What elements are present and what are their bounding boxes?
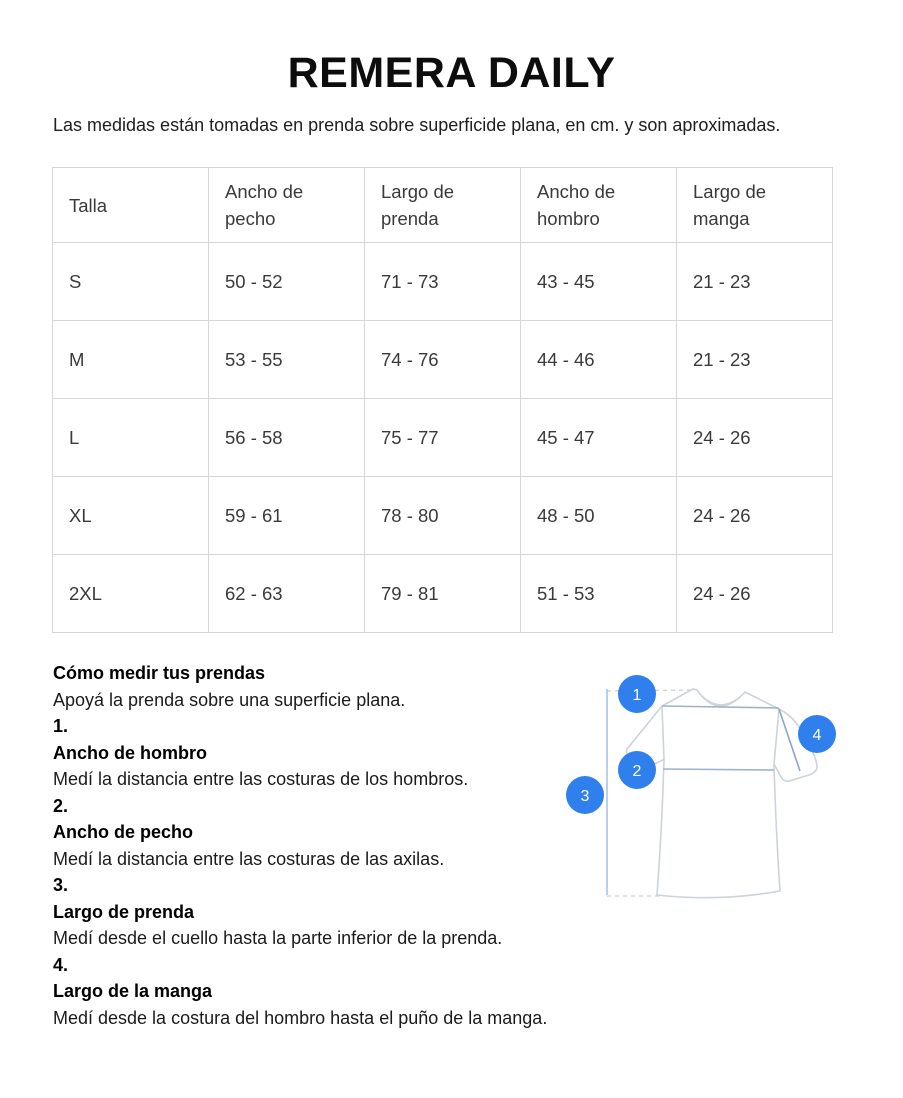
cell-value: 21 - 23 [677, 321, 833, 399]
size-label: 2XL [53, 555, 209, 633]
step-1-title: Ancho de hombro [53, 742, 207, 763]
cell-value: 45 - 47 [521, 399, 677, 477]
cell-value: 48 - 50 [521, 477, 677, 555]
cell-value: 24 - 26 [677, 555, 833, 633]
size-label: L [53, 399, 209, 477]
column-header-talla: Talla [53, 168, 209, 243]
cell-value: 74 - 76 [365, 321, 521, 399]
instructions-heading: Cómo medir tus prendas [53, 663, 266, 683]
step-3-title: Largo de prenda [53, 901, 195, 922]
cell-value: 24 - 26 [677, 399, 833, 477]
cell-value: 50 - 52 [209, 243, 365, 321]
measuring-instructions [53, 660, 573, 1031]
marker-3 [566, 776, 604, 814]
size-table [52, 167, 833, 633]
size-label: M [53, 321, 209, 399]
cell-value: 24 - 26 [677, 477, 833, 555]
step-1-number: 1. [53, 716, 69, 736]
table-row-s [53, 243, 833, 321]
step-2-title: Ancho de pecho [53, 822, 194, 842]
cell-value: 71 - 73 [365, 243, 521, 321]
table-row-m [53, 321, 833, 399]
column-header-ancho-hombro: Ancho de hombro [521, 168, 677, 243]
marker-3-label: 3 [580, 788, 590, 805]
size-table-container [52, 167, 851, 633]
marker-1-label: 1 [632, 687, 642, 704]
marker-2-label: 2 [632, 763, 642, 780]
step-4-description: Medí desde la costura del hombro hasta el puño de la manga. [53, 1007, 548, 1028]
cell-value: 62 - 63 [209, 555, 365, 633]
chest-measure-line [663, 769, 774, 770]
cell-value: 53 - 55 [209, 321, 365, 399]
cell-value: 59 - 61 [209, 477, 365, 555]
cell-value: 43 - 45 [521, 243, 677, 321]
step-2-description: Medí la distancia entre las costuras de las axilas. [53, 848, 445, 869]
step-4-title: Largo de la manga [53, 981, 213, 1001]
table-row-l [53, 399, 833, 477]
step-1-description: Medí la distancia entre las costuras de los hombros. [53, 769, 469, 789]
marker-4-label: 4 [812, 727, 822, 744]
column-header-ancho-pecho: Ancho de pecho [209, 168, 365, 243]
cell-value: 51 - 53 [521, 555, 677, 633]
instructions-intro: Apoyá la prenda sobre una superficie plana. [53, 689, 406, 710]
step-4-number: 4. [53, 954, 69, 975]
marker-1 [618, 675, 656, 713]
size-table-header-row [53, 168, 833, 243]
table-row-2xl [53, 555, 833, 633]
column-header-largo-prenda: Largo de prenda [365, 168, 521, 243]
page-title: REMERA DAILY [287, 49, 616, 97]
table-row-xl [53, 477, 833, 555]
cell-value: 44 - 46 [521, 321, 677, 399]
tshirt-torso [657, 689, 780, 898]
size-label: XL [53, 477, 209, 555]
marker-4 [798, 715, 836, 753]
step-3-description: Medí desde el cuello hasta la parte inferior de la prenda. [53, 928, 503, 948]
cell-value: 21 - 23 [677, 243, 833, 321]
size-label: S [53, 243, 209, 321]
cell-value: 56 - 58 [209, 399, 365, 477]
step-2-number: 2. [53, 795, 69, 816]
tshirt-measurement-diagram [556, 663, 856, 915]
measurement-note: Las medidas están tomadas en prenda sobre superficide plana, en cm. y son aproximadas. [53, 115, 781, 135]
marker-2 [618, 751, 656, 789]
cell-value: 79 - 81 [365, 555, 521, 633]
column-header-largo-manga: Largo de manga [677, 168, 833, 243]
cell-value: 75 - 77 [365, 399, 521, 477]
step-3-number: 3. [53, 875, 69, 895]
cell-value: 78 - 80 [365, 477, 521, 555]
